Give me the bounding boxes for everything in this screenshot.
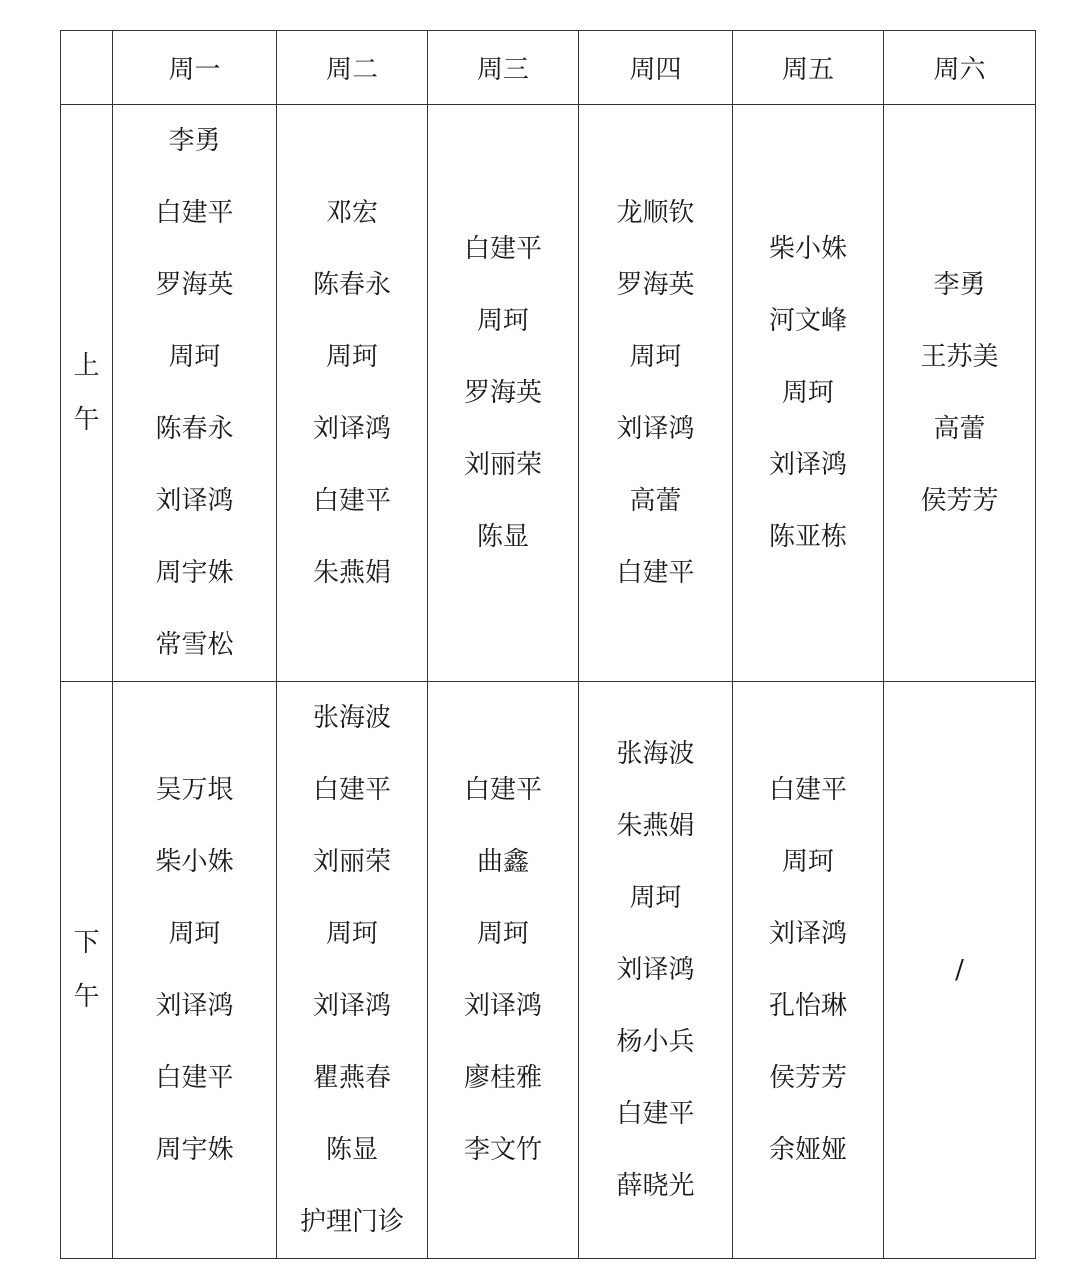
staff-name: 瞿燕春 xyxy=(312,1063,391,1093)
staff-list xyxy=(579,718,732,1222)
staff-name: 陈春永 xyxy=(155,414,234,444)
staff-list xyxy=(733,754,883,1186)
staff-name: 白建平 xyxy=(155,1063,234,1093)
schedule-cell xyxy=(579,105,733,682)
staff-name: 河文峰 xyxy=(768,306,847,336)
afternoon-row xyxy=(61,682,1036,1259)
staff-name: 白建平 xyxy=(463,234,542,264)
staff-name: 周珂 xyxy=(629,342,682,372)
staff-name: 薛晓光 xyxy=(616,1171,695,1201)
schedule-cell xyxy=(579,682,733,1259)
staff-list xyxy=(884,934,1035,1006)
staff-name: 白建平 xyxy=(463,775,542,805)
staff-list xyxy=(113,754,276,1186)
morning-row xyxy=(61,105,1036,682)
staff-name: 罗海英 xyxy=(155,270,234,300)
staff-name: 邓宏 xyxy=(325,198,378,228)
staff-name: 刘丽荣 xyxy=(312,847,391,877)
staff-name: 周珂 xyxy=(781,847,834,877)
staff-name: 刘译鸿 xyxy=(768,919,847,949)
staff-list xyxy=(277,682,427,1258)
staff-name: 刘译鸿 xyxy=(616,955,695,985)
schedule-cell xyxy=(884,682,1036,1259)
staff-name: / xyxy=(955,955,964,985)
staff-name: 曲鑫 xyxy=(476,847,529,877)
staff-name: 朱燕娟 xyxy=(312,558,391,588)
period-label-char: 午 xyxy=(73,405,100,435)
staff-name: 张海波 xyxy=(616,739,695,769)
duty-schedule-table xyxy=(60,30,1036,1259)
staff-name: 常雪松 xyxy=(155,630,234,660)
staff-name: 周珂 xyxy=(476,919,529,949)
staff-name: 张海波 xyxy=(312,703,391,733)
staff-name: 吴万垠 xyxy=(155,775,234,805)
staff-list xyxy=(428,754,578,1186)
day-header: 周二 xyxy=(277,31,428,105)
schedule-cell xyxy=(884,105,1036,682)
schedule-cell xyxy=(277,105,428,682)
staff-name: 陈显 xyxy=(476,522,529,552)
corner-cell xyxy=(61,31,113,105)
staff-name: 周珂 xyxy=(325,342,378,372)
day-header: 周四 xyxy=(579,31,733,105)
staff-name: 侯芳芳 xyxy=(768,1063,847,1093)
staff-name: 周珂 xyxy=(325,919,378,949)
day-header: 周一 xyxy=(113,31,277,105)
staff-name: 白建平 xyxy=(768,775,847,805)
staff-list xyxy=(733,213,883,573)
staff-name: 罗海英 xyxy=(463,378,542,408)
period-label-afternoon xyxy=(61,682,113,1259)
period-label-char: 午 xyxy=(73,982,100,1012)
staff-name: 刘译鸿 xyxy=(312,414,391,444)
staff-name: 白建平 xyxy=(312,486,391,516)
staff-name: 龙顺钦 xyxy=(616,198,695,228)
staff-name: 刘译鸿 xyxy=(155,486,234,516)
staff-name: 陈亚栋 xyxy=(768,522,847,552)
staff-name: 白建平 xyxy=(155,198,234,228)
staff-name: 周珂 xyxy=(476,306,529,336)
period-label-morning xyxy=(61,105,113,682)
staff-name: 刘译鸿 xyxy=(155,991,234,1021)
staff-name: 李勇 xyxy=(168,126,221,156)
staff-name: 白建平 xyxy=(616,1099,695,1129)
staff-list xyxy=(579,177,732,609)
schedule-cell xyxy=(428,105,579,682)
schedule-cell xyxy=(113,682,277,1259)
schedule-cell xyxy=(277,682,428,1259)
header-row xyxy=(61,31,1036,105)
staff-name: 白建平 xyxy=(616,558,695,588)
staff-name: 周珂 xyxy=(168,342,221,372)
schedule-cell xyxy=(428,682,579,1259)
day-header: 周五 xyxy=(733,31,884,105)
staff-name: 高蕾 xyxy=(629,486,682,516)
day-header: 周三 xyxy=(428,31,579,105)
period-label-char: 上 xyxy=(73,351,100,381)
staff-list xyxy=(428,213,578,573)
staff-name: 余娅娅 xyxy=(768,1135,847,1165)
staff-name: 周宇姝 xyxy=(155,1135,234,1165)
staff-name: 周宇姝 xyxy=(155,558,234,588)
staff-name: 陈显 xyxy=(325,1135,378,1165)
staff-name: 朱燕娟 xyxy=(616,811,695,841)
day-header: 周六 xyxy=(884,31,1036,105)
staff-name: 刘丽荣 xyxy=(463,450,542,480)
staff-name: 杨小兵 xyxy=(616,1027,695,1057)
schedule-cell xyxy=(733,682,884,1259)
staff-name: 护理门诊 xyxy=(299,1207,404,1237)
staff-name: 罗海英 xyxy=(616,270,695,300)
staff-name: 李勇 xyxy=(933,270,986,300)
period-label-char: 下 xyxy=(73,928,100,958)
staff-name: 廖桂雅 xyxy=(463,1063,542,1093)
staff-name: 周珂 xyxy=(629,883,682,913)
staff-name: 刘译鸿 xyxy=(616,414,695,444)
staff-name: 刘译鸿 xyxy=(768,450,847,480)
schedule-cell xyxy=(733,105,884,682)
staff-name: 陈春永 xyxy=(312,270,391,300)
staff-name: 侯芳芳 xyxy=(920,486,999,516)
staff-name: 王苏美 xyxy=(920,342,999,372)
staff-list xyxy=(277,177,427,609)
staff-name: 高蕾 xyxy=(933,414,986,444)
staff-name: 刘译鸿 xyxy=(463,991,542,1021)
staff-name: 白建平 xyxy=(312,775,391,805)
staff-name: 周珂 xyxy=(168,919,221,949)
schedule-cell xyxy=(113,105,277,682)
staff-list xyxy=(884,249,1035,537)
staff-name: 孔怡琳 xyxy=(768,991,847,1021)
staff-name: 周珂 xyxy=(781,378,834,408)
staff-name: 柴小姝 xyxy=(155,847,234,877)
staff-name: 柴小姝 xyxy=(768,234,847,264)
staff-name: 刘译鸿 xyxy=(312,991,391,1021)
staff-list xyxy=(113,105,276,681)
staff-name: 李文竹 xyxy=(463,1135,542,1165)
